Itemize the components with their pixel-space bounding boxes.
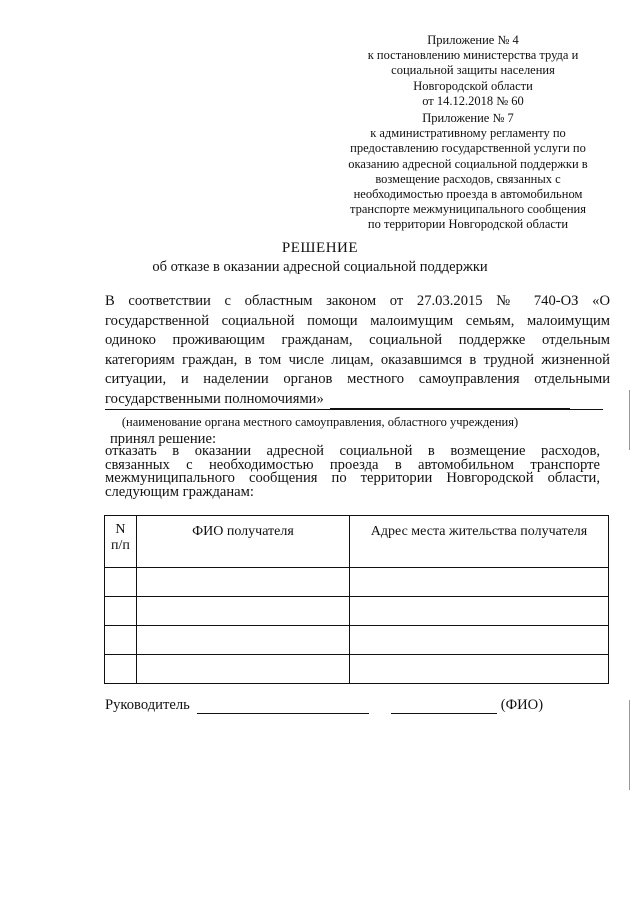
preamble-line: государственной социальной помощи малоимущим семьям, малоимущим bbox=[105, 312, 610, 329]
decision-label: принял решение: bbox=[110, 431, 217, 447]
scan-edge-mark bbox=[629, 700, 630, 790]
document-subtitle: об отказе в оказании адресной социальной поддержки bbox=[152, 259, 488, 275]
scan-edge-mark bbox=[629, 390, 630, 450]
preamble-line: одиноко проживающим гражданам, социальной поддержке отдельным bbox=[105, 332, 610, 348]
preamble-line: категориям граждан, в том числе лицам, оказавшимся в трудной жизненной bbox=[105, 351, 610, 368]
authority-caption: (наименование органа местного самоуправления, областного учреждения) bbox=[121, 415, 519, 429]
table-row bbox=[105, 655, 609, 684]
appendix-7-line: транспорте межмуниципального сообщения bbox=[350, 202, 586, 217]
refusal-line: отказать в оказании адресной социальной в возмещение расходов, bbox=[105, 443, 600, 459]
column-number-header-line: N bbox=[115, 522, 126, 537]
refusal-line: межмуниципального сообщения по территории Новгородской области, bbox=[105, 470, 600, 486]
column-number-header bbox=[105, 516, 137, 568]
preamble-paragraph bbox=[105, 292, 610, 409]
table-row bbox=[105, 597, 609, 626]
cell-number[interactable] bbox=[105, 655, 137, 684]
name-hint: (ФИО) bbox=[500, 697, 544, 713]
cell-address[interactable] bbox=[350, 626, 609, 655]
refusal-line: связанных с необходимостью проезда в автомобильном транспорте bbox=[105, 456, 600, 473]
name-field[interactable] bbox=[391, 712, 497, 714]
preamble-last-line bbox=[105, 390, 610, 410]
cell-number[interactable] bbox=[105, 597, 137, 626]
refusal-paragraph bbox=[105, 445, 600, 499]
appendix-4-line: Новгородской области bbox=[413, 78, 533, 93]
table-row bbox=[105, 626, 609, 655]
preamble-line: государственными полномочиями» bbox=[105, 390, 324, 407]
appendix-4-line: Приложение № 4 bbox=[427, 33, 519, 47]
table-header-row bbox=[105, 516, 609, 568]
appendix-7-line: к административному регламенту по bbox=[370, 126, 566, 141]
signature-role: Руководитель bbox=[105, 697, 190, 713]
cell-number[interactable] bbox=[105, 626, 137, 655]
appendix-4-line: от 14.12.2018 № 60 bbox=[422, 93, 524, 108]
column-name-header: ФИО получателя bbox=[136, 516, 349, 568]
signature-field[interactable] bbox=[197, 712, 369, 714]
recipients-table bbox=[104, 515, 609, 684]
authority-name-line[interactable] bbox=[105, 409, 603, 410]
cell-address[interactable] bbox=[350, 597, 609, 626]
preamble-line: ситуации, и наделении органов местного самоуправления отдельными bbox=[105, 371, 610, 387]
cell-name[interactable] bbox=[136, 655, 349, 684]
appendix-7-block bbox=[318, 111, 618, 233]
preamble-line: В соответствии с областным законом от 27.03.2015 № 740-ОЗ «О bbox=[105, 293, 610, 309]
appendix-7-line: оказанию адресной социальной поддержки в bbox=[348, 156, 588, 171]
appendix-7-line: предоставлению государственной услуги по bbox=[350, 141, 586, 156]
cell-name[interactable] bbox=[136, 626, 349, 655]
appendix-4-block bbox=[338, 33, 608, 109]
refusal-line: следующим гражданам: bbox=[105, 483, 254, 500]
column-address-header: Адрес места жительства получателя bbox=[350, 516, 609, 568]
appendix-7-line: Приложение № 7 bbox=[422, 111, 514, 125]
appendix-7-line: возмещение расходов, связанных с bbox=[375, 171, 561, 186]
cell-address[interactable] bbox=[350, 568, 609, 597]
signature-block bbox=[105, 697, 543, 714]
table-row bbox=[105, 568, 609, 597]
cell-name[interactable] bbox=[136, 568, 349, 597]
appendix-7-line: по территории Новгородской области bbox=[367, 217, 569, 232]
column-number-header-line: п/п bbox=[111, 538, 130, 553]
cell-number[interactable] bbox=[105, 568, 137, 597]
appendix-4-line: социальной защиты населения bbox=[391, 63, 555, 78]
appendix-7-line: необходимостью проезда в автомобильном bbox=[353, 187, 583, 202]
cell-name[interactable] bbox=[136, 597, 349, 626]
cell-address[interactable] bbox=[350, 655, 609, 684]
appendix-4-line: к постановлению министерства труда и bbox=[367, 48, 579, 63]
document-title: РЕШЕНИЕ bbox=[281, 240, 359, 256]
